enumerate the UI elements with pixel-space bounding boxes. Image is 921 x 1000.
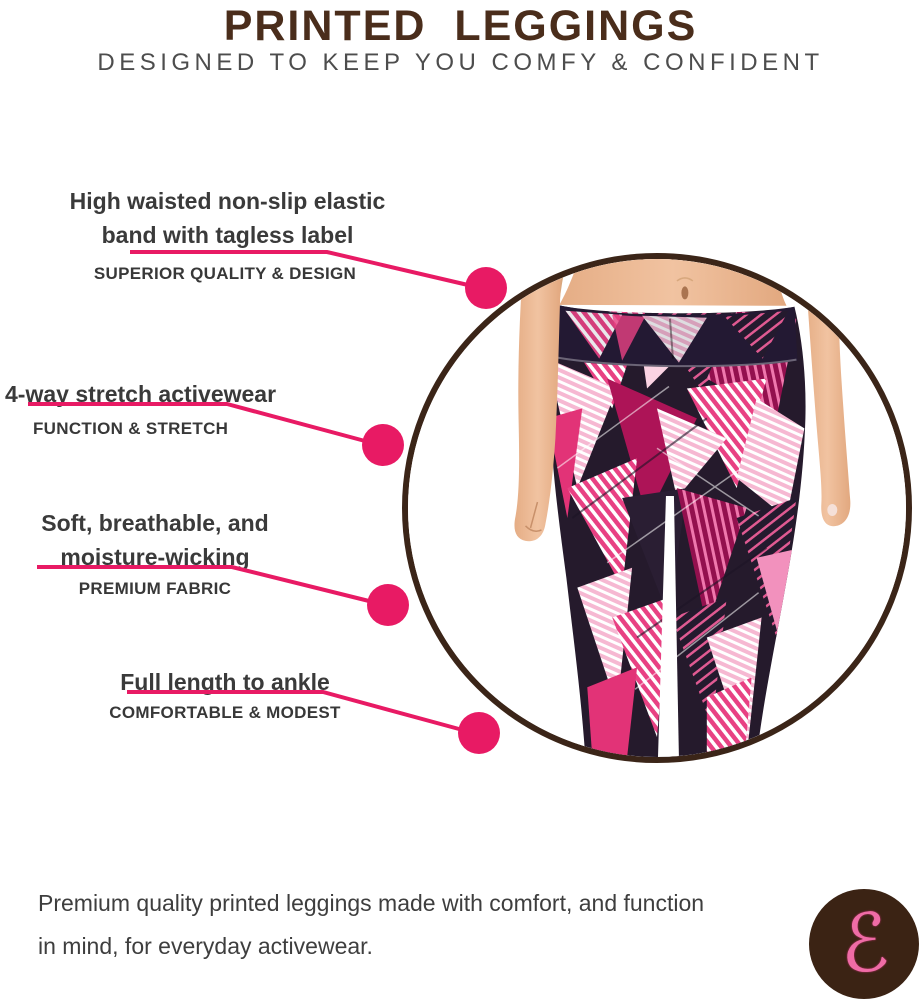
feature-2-sublabel: FUNCTION & STRETCH <box>33 419 229 438</box>
page-subtitle: DESIGNED TO KEEP YOU COMFY & CONFIDENT <box>97 49 824 76</box>
feature-3-title-line2: moisture-wicking <box>60 544 250 570</box>
brand-logo-letter: ℰ <box>836 895 892 992</box>
connector-dot-2 <box>362 424 404 466</box>
fingernail <box>827 504 837 516</box>
product-description: Premium quality printed leggings made with comfort, and function in mind, for everyday activewear. <box>38 890 705 959</box>
feature-3-title-line1: Soft, breathable, and <box>41 510 269 536</box>
connector-dot-4 <box>458 712 500 754</box>
page-title: PRINTED LEGGINGS <box>223 2 698 50</box>
product-photo-circle <box>402 253 912 763</box>
leggings-photo-illustration <box>408 259 906 757</box>
feature-1-sublabel: SUPERIOR QUALITY & DESIGN <box>93 264 357 283</box>
feature-2-title: 4-way stretch activewear <box>5 381 277 407</box>
feature-4-sublabel: COMFORTABLE & MODEST <box>109 703 341 722</box>
feature-3-title <box>10 506 300 574</box>
feature-4-title: Full length to ankle <box>120 669 330 695</box>
feature-3-sublabel: PREMIUM FABRIC <box>78 579 232 598</box>
feature-1-title-line1: High waisted non-slip elastic <box>69 188 386 214</box>
feature-1-title-line2: band with tagless label <box>101 222 354 248</box>
feature-1-title <box>40 184 415 252</box>
connector-dot-3 <box>367 584 409 626</box>
torso-skin <box>558 259 786 306</box>
brand-logo <box>809 889 919 999</box>
connector-dot-1 <box>465 267 507 309</box>
navel <box>681 286 688 299</box>
